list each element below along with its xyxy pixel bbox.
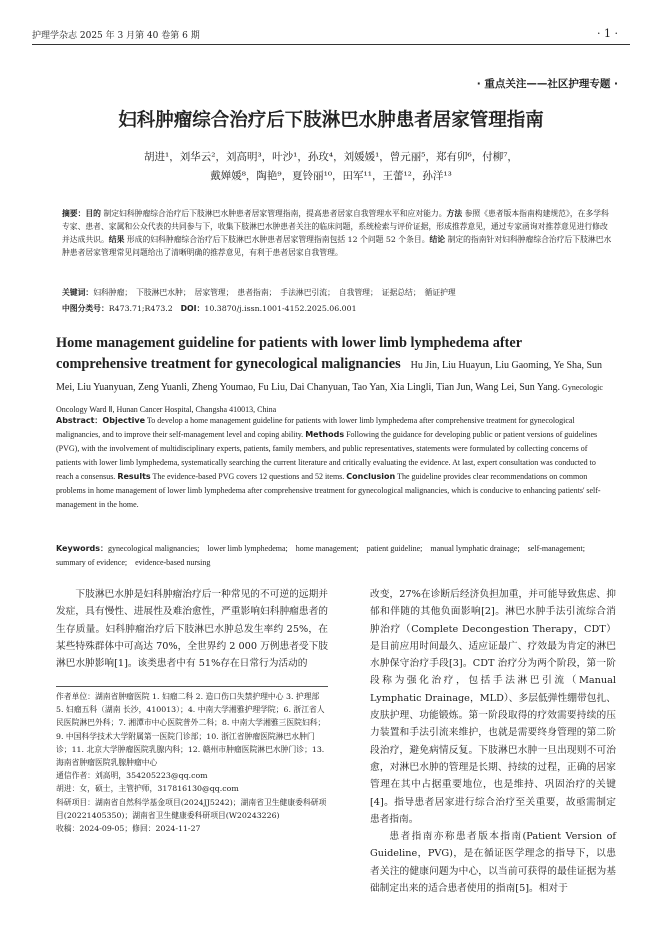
affiliation-en: Gynecologic Oncology Ward Ⅱ, Hunan Cancer Hospital, Changsha 410013, China (56, 383, 603, 414)
abstract-cn-objective-label: 目的 (85, 209, 101, 218)
abstract-en-results-label: Results (117, 472, 151, 481)
footnotes (56, 690, 328, 835)
abstract-en-methods: Following the guidance for developing public or patient versions of guidelines (PVG), with the involvement of multidisciplinary experts, patients, family members, and public representatives, statements were formulated by collecting concerns of patients with lower limb lymphedema, systematically searching the current literature and critically evaluating the evidence. At last, expert consultation was conducted to reach a consensus. (56, 430, 598, 481)
authors-cn-line-1: 胡进¹，刘华云²，刘高明³，叶沙¹，孙玫⁴，刘媛媛¹，曾元丽⁵，郑有卯⁶，付柳⁷， (144, 151, 518, 163)
abstract-en-objective: To develop a home management guideline for patients with lower limb lymphedema after comprehensive treatment for gynecological malignancies, and to improve their self-management level and coping ability. (56, 416, 575, 439)
doi-label: DOI： (180, 304, 205, 313)
authors-en: Hu Jin, Liu Huayun, Liu Gaoming, Ye Sha, Sun Mei, Liu Yuanyuan, Zeng Yuanli, Zheng Youmao, Fu Liu, Dai Chanyuan, Tao Yan, Xia Lingli, Tian Jun, Wang Lei, Sun Yang. (56, 360, 603, 393)
abstract-en-results: The evidence-based PVG covers 12 questions and 52 items. (150, 472, 345, 481)
keywords-en-text: gynecological malignancies; lower limb lymphedema; home management; patient guideline; manual lymphatic drainage; self-management; summary of evidence; evidence-based nursing (56, 544, 593, 567)
title-en-text: Home management guideline for patients with lower limb lymphedema after comprehensive treatment for gynecological malignancies (56, 335, 522, 372)
classification-label: 中图分类号： (62, 304, 109, 313)
abstract-cn-methods-label: 方法 (446, 209, 463, 218)
abstract-en-conclusion-label: Conclusion (346, 472, 396, 481)
page-number: · 1 · (597, 27, 618, 40)
keywords-en-label: Keywords： (56, 544, 109, 553)
footnote-corresponding-author: 通信作者：刘高明，354205223@qq.com (56, 771, 208, 781)
title-en (56, 333, 606, 420)
header-rule (32, 44, 630, 45)
body-right-paragraph-2: 患者指南亦称患者版本指南(Patient Version of Guideline，PVG)，是在循证医学理念的指导下，以患者关注的健康问题为中心，以当前可获得的最佳证据为基础制定出来的适合患者使用的指南[5]。相对于 (370, 831, 616, 895)
footnote-dates: 收稿：2024-09-05；修回：2024-11-27 (56, 824, 201, 834)
footnote-rule (56, 686, 328, 687)
abstract-cn-results-label: 结果 (108, 235, 125, 244)
abstract-en-methods-label: Methods (305, 430, 345, 439)
footnote-affiliations: 作者单位：湖南省肿瘤医院 1. 妇瘤二科 2. 造口伤口失禁护理中心 3. 护理部 5. 妇瘤五科（湖南 长沙，410013）；4. 中南大学湘雅护理学院；6. 浙江省人民医院淋巴外科；7. 湘潭市中心医院普外二科；8. 中南大学湘雅三医院妇科；9. 中国科学技术大学附属第一医院门诊部；10. 浙江省肿瘤医院淋巴水肿门诊；11. 北京大学肿瘤医院乳腺内科；12. 赣州市肿瘤医院淋巴水肿门诊；13. 海南省肿瘤医院乳腺肿瘤中心 (56, 692, 326, 768)
authors-cn (60, 148, 602, 186)
abstract-en-label: Abstract： (56, 416, 103, 425)
abstract-cn-label: 摘要： (62, 209, 86, 218)
keywords-cn-text: 妇科肿瘤； 下肢淋巴水肿； 居家管理； 患者指南； 手法淋巴引流； 自我管理； 证据总结； 循证护理 (93, 288, 456, 297)
authors-cn-line-2: 戴婵媛⁸，陶艳⁹，夏铃丽¹⁰，田军¹¹，王蕾¹²，孙洋¹³ (210, 170, 452, 182)
title-cn: 妇科肿瘤综合治疗后下肢淋巴水肿患者居家管理指南 (118, 110, 544, 131)
abstract-cn-methods: 参照《患者版本指南构建规范》，在多学科专家、患者、家属和公众代表的共同参与下，收集下肢淋巴水肿患者关注的临床问题，系统检索与评价证据，形成推荐意见，通过专家函询对推荐意见进行修改并达成共识。 (62, 209, 609, 244)
keywords-cn (62, 286, 612, 299)
body-left-column (56, 586, 328, 672)
keywords-en (56, 542, 610, 570)
abstract-cn (62, 207, 612, 259)
abstract-cn-results: 形成的妇科肿瘤综合治疗后下肢淋巴水肿患者居家管理指南包括 12 个问题 52 个条目。 (124, 235, 430, 244)
classification (62, 302, 612, 315)
abstract-en (56, 414, 610, 512)
doi-value: 10.3870/j.issn.1001-4152.2025.06.001 (204, 304, 357, 313)
footnote-first-author: 胡进：女，硕士，主管护师，317816130@qq.com (56, 784, 239, 794)
body-right-column (370, 586, 616, 897)
body-left-paragraph: 下肢淋巴水肿是妇科肿瘤治疗后一种常见的不可逆的远期并发症，具有慢性、进展性及难治愈性，严重影响妇科肿瘤患者的生存质量。妇科肿瘤治疗后下肢淋巴水肿总发生率约 25%，在某些特殊群体中可高达 70%，全世界约 2 000 万例患者受下肢淋巴水肿影响[1]。该类患者中有 51%存在日常行为活动的 (56, 589, 328, 670)
abstract-en-conclusion: The guideline provides clear recommendations on common problems in home management of lower limb lymphedema after comprehensive treatment for gynecological malignancies, which is conducive to enhancing patients' self-management in the home. (56, 472, 601, 509)
abstract-en-objective-label: Objective (102, 416, 146, 425)
journal-header: 护理学杂志 2025 年 3 月第 40 卷第 6 期 (32, 31, 200, 41)
keywords-cn-label: 关键词： (62, 288, 94, 297)
column-tag: · 重点关注——社区护理专题 · (476, 78, 618, 90)
abstract-cn-conclusion-label: 结论 (429, 235, 446, 244)
abstract-cn-conclusion: 制定的指南针对妇科肿瘤综合治疗后下肢淋巴水肿患者居家管理常见问题给出了清晰明确的推荐意见，有利于患者居家自我管理。 (62, 235, 612, 257)
abstract-cn-objective: 制定妇科肿瘤综合治疗后下肢淋巴水肿患者居家管理指南，提高患者居家自我管理水平和应对能力。 (100, 209, 447, 218)
body-right-paragraph-1: 改变，27%在诊断后经济负担加重，并可能导致焦虑、抑郁和伴随的其他负面影响[2]。淋巴水肿手法引流综合消肿治疗（Complete Decongestion Therapy，CDT）是目前应用时间最久、适应证最广、疗效最为肯定的淋巴水肿保守治疗手段[3]。CDT 治疗分为两个阶段，第一阶段称为强化治疗，包括手法淋巴引流（Manual Lymphatic Drainage，MLD）、多层低弹性绷带包扎、皮肤护理、功能锻炼。第一阶段取得的疗效需要持续的压力装置和手法引流来维护，也就是需要终身管理的第二阶段治疗，避免病情反复。下肢淋巴水肿一旦出现则不可治愈，对淋巴水肿的管理是长期、持续的过程，正确的居家管理在其中占据重要地位，也是维持、巩固治疗的关键[4]。指导患者居家进行综合治疗至关重要，故亟需制定患者指南。 (370, 589, 616, 825)
classification-code: R473.71;R473.2 (108, 304, 181, 313)
footnote-funding: 科研项目：湖南省自然科学基金项目(2024JJ5242)；湖南省卫生健康委科研项目(20221405350)；湖南省卫生健康委科研项目(W20243226) (56, 797, 327, 820)
